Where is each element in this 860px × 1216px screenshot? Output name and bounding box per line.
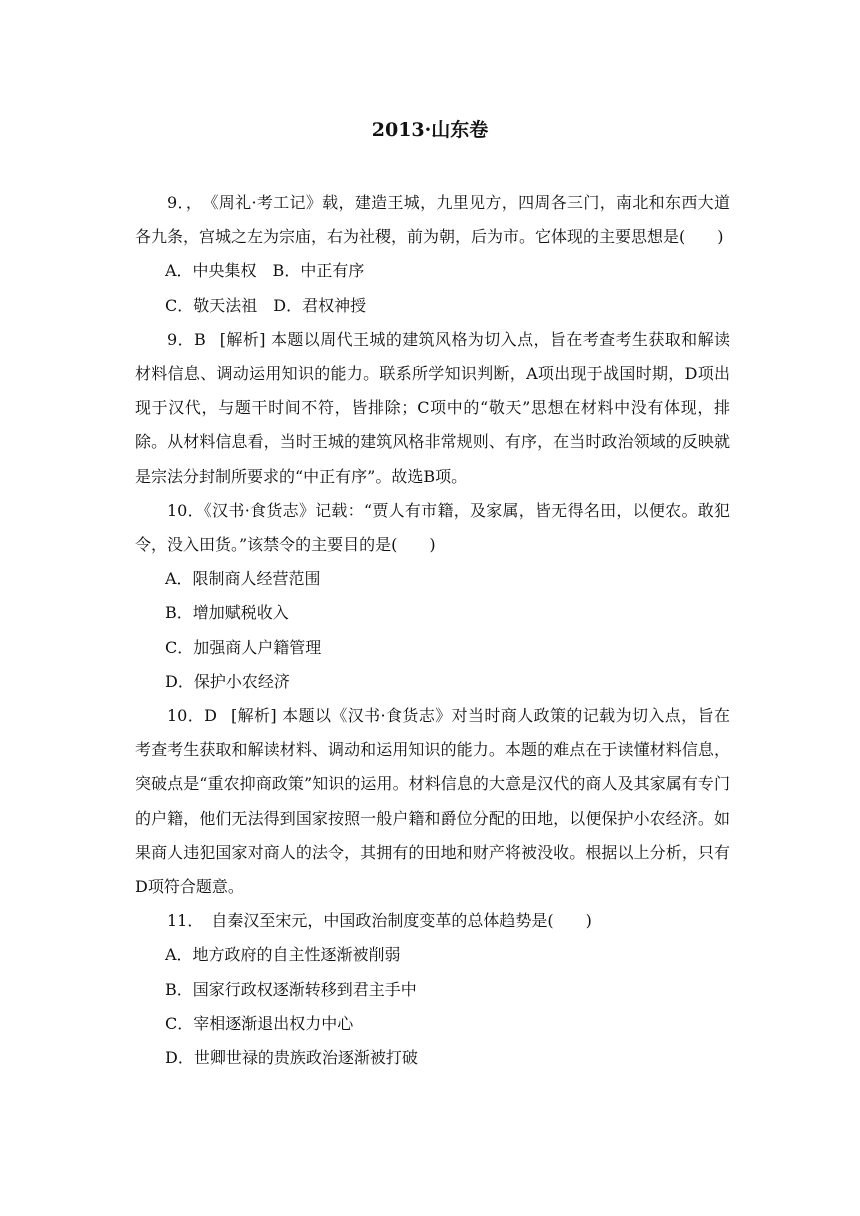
question-10-option-d: D．保护小农经济 (165, 671, 290, 691)
question-10-answer: 10．D (167, 706, 217, 726)
document-body (135, 186, 730, 1075)
question-10-analysis-text: 本题以《汉书·食货志》对当时商人政策的记载为切入点，旨在考查考生获取和解读材料、调动和运用知识的能力。本题的难点在于读懂材料信息，突破点是“重农抑商政策”知识的运用。材料信息的大意是汉代的商人及其家属有专门的户籍，他们无法得到国家按照一般户籍和爵位分配的田地，以便保护小农经济。如果商人违犯国家对商人的法令，其拥有的田地和财产将被没收。根据以上分析，只有D项符合题意。 (135, 706, 730, 897)
question-9-analysis-text: 本题以周代王城的建筑风格为切入点，旨在考查考生获取和解读材料信息、调动运用知识的能力。联系所学知识判断，A项出现于战国时期，D项出现于汉代，与题干时间不符，皆排除；C项中的“敬天”思想在材料中没有体现，排除。从材料信息看，当时王城的建筑风格非常规则、有序，在当时政治领域的反映就是宗法分封制所要求的“中正有序”。故选B项。 (135, 329, 730, 486)
question-11-option-a: A．地方政府的自主性逐渐被削弱 (165, 945, 401, 965)
question-11-stem: 11． 自秦汉至宋元，中国政治制度变革的总体趋势是( ) (167, 911, 592, 931)
question-10-option-c: C．加强商人户籍管理 (165, 637, 322, 657)
page-title: 2013·山东卷 (371, 119, 489, 141)
question-11-option-b: B．国家行政权逐渐转移到君主手中 (165, 979, 417, 999)
question-9-options-row-2: C．敬天法祖 D．君权神授 (165, 295, 367, 315)
question-11-option-d: D．世卿世禄的贵族政治逐渐被打破 (165, 1048, 418, 1068)
question-9-options-row-1: A．中央集权 B．中正有序 (165, 261, 365, 281)
question-9-stem: 9．， 《周礼·考工记》载，建造王城，九里见方，四周各三门，南北和东西大道各九条，宫城之左为宗庙，右为社稷，前为朝，后为市。它体现的主要思想是( ) (135, 193, 730, 247)
question-10-analysis (135, 699, 730, 904)
question-11-option-c: C．宰相逐渐退出权力中心 (165, 1013, 354, 1033)
question-10-option-a: A．限制商人经营范围 (165, 569, 321, 589)
question-9-answer: 9．B (167, 329, 206, 349)
question-10-option-b: B．增加赋税收入 (165, 603, 289, 623)
analysis-tag: [解析] (230, 706, 277, 726)
analysis-tag: [解析] (219, 329, 266, 349)
question-10-stem: 10．《汉书·食货志》记载：“贾人有市籍，及家属，皆无得名田，以便农。敢犯令，没入田货。”该禁令的主要目的是( ) (135, 500, 730, 555)
question-9-analysis (135, 323, 730, 494)
